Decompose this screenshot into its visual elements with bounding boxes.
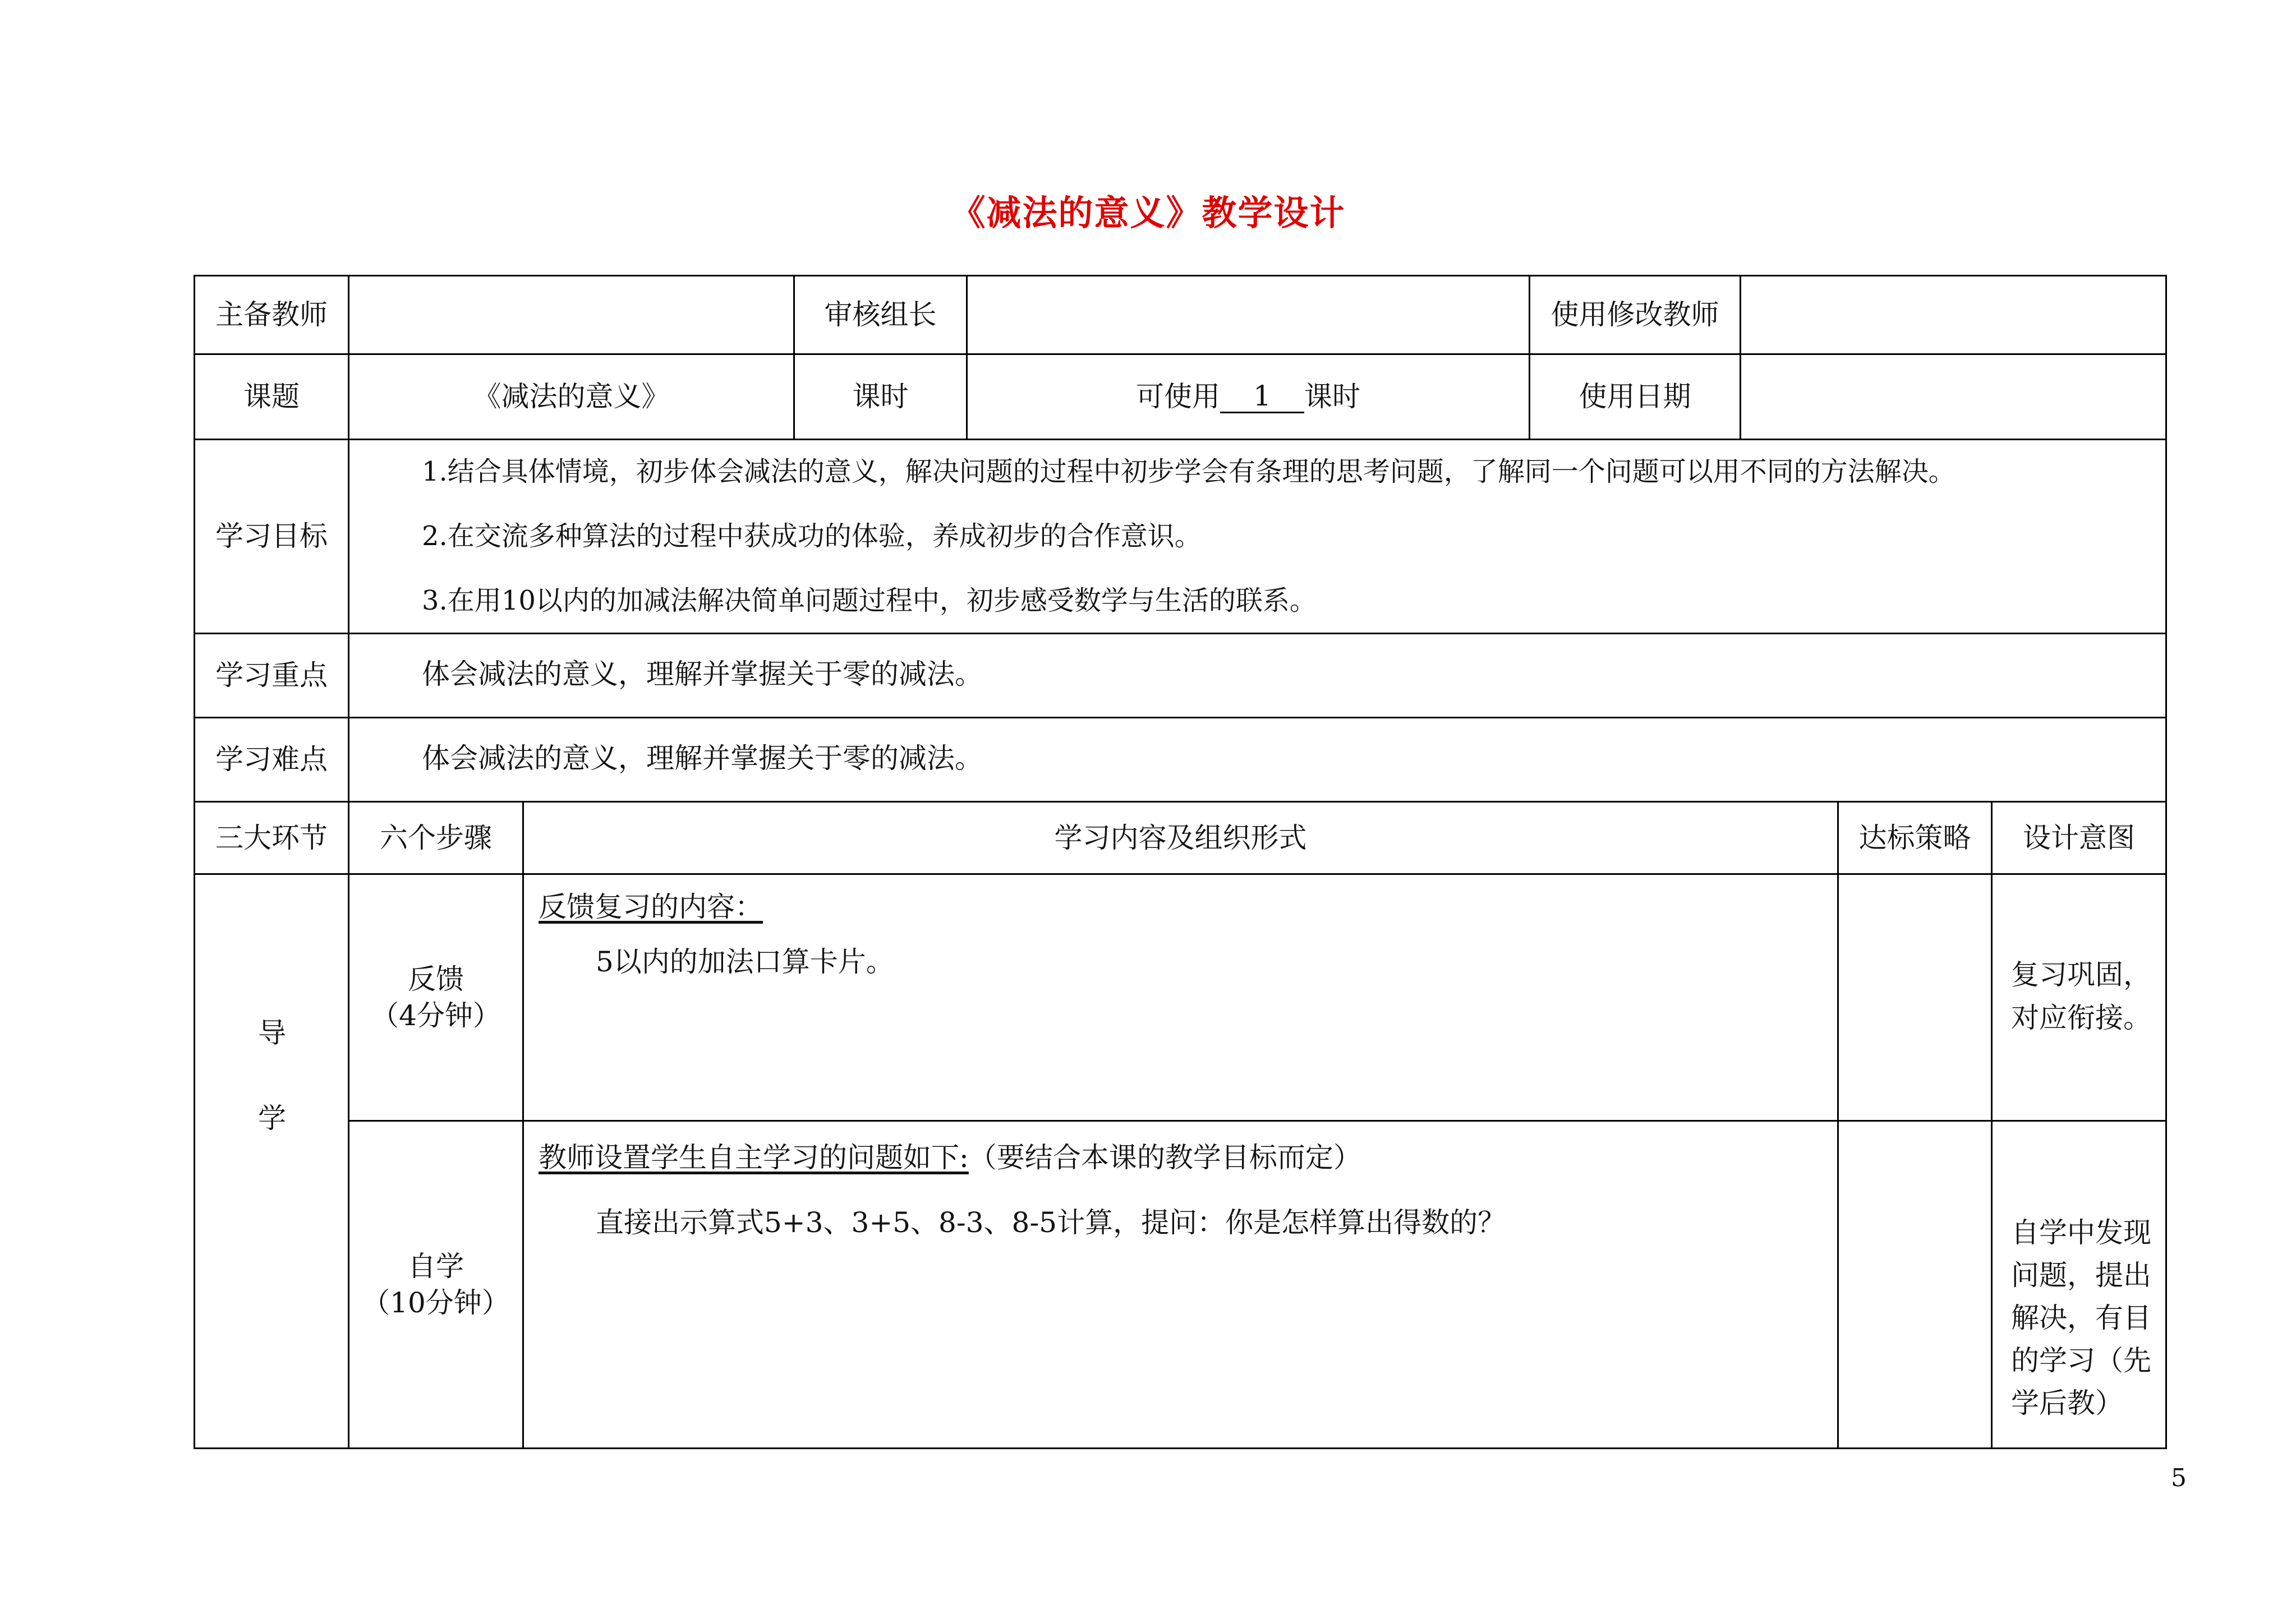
row-divider [348,1120,2167,1122]
process-header-intent: 设计意图 [2023,821,2135,854]
row-divider [194,717,2167,718]
step-name: 自学 [408,1249,464,1283]
main-teacher-label: 主备教师 [215,298,328,331]
period-prefix: 可使用 [1136,380,1220,413]
step-heading-text: 教师设置学生自主学习的问题如下: [539,1141,969,1174]
page-number: 5 [2171,1464,2187,1492]
difficulty-label: 学习难点 [215,743,328,776]
process-header-strategy: 达标策略 [1858,821,1971,854]
difficulty-value: 体会减法的意义，理解并掌握关于零的减法。 [422,742,983,774]
step-intent [2011,953,2162,1040]
goal-item-1: 1.结合具体情境，初步体会减法的意义，解决问题的过程中初步学会有条理的思考问题，了解同一个问题可以用不同的方法解决。 [422,456,1955,487]
step-name: 反馈 [408,962,464,995]
step-2-name-cell [349,1122,522,1447]
topic-value: 《减法的意义》 [473,380,670,413]
intent-line: 自学中发现 [2011,1216,2151,1249]
step-content: 直接出示算式5+3、3+5、8-3、8-5计算，提问：你是怎样算出得数的？ [596,1206,1506,1239]
intent-line: 对应衔接。 [2011,1002,2151,1034]
key-point-label: 学习重点 [215,659,328,691]
table-border-right [2165,275,2167,1449]
date-label: 使用日期 [1579,380,1691,413]
stage-char-1: 导 [258,1017,286,1049]
column-divider [1837,801,1839,1449]
row-divider [194,439,2167,440]
goal-item-3: 3.在用10以内的加减法解决简单问题过程中，初步感受数学与生活的联系。 [422,585,1317,616]
step-heading [539,1140,1829,1176]
goal-item-2: 2.在交流多种算法的过程中获成功的体验，养成初步的合作意识。 [422,520,1202,552]
step-intent [2011,1211,2162,1424]
intent-line: 解决，有目 [2011,1302,2151,1334]
period-value: 1 [1220,381,1304,413]
period-value-cell [968,355,1529,439]
step-content: 5以内的加法口算卡片。 [596,946,894,978]
modify-teacher-label: 使用修改教师 [1550,298,1719,331]
step-time: （4分钟） [371,999,501,1032]
row-divider [194,633,2167,634]
step-time: （10分钟） [362,1286,510,1319]
document-title: 《减法的意义》教学设计 [950,192,1346,233]
period-label: 课时 [852,380,909,413]
column-divider [1991,801,1993,1449]
step-heading-text: 反馈复习的内容： [539,891,763,923]
key-point-value: 体会减法的意义，理解并掌握关于零的减法。 [422,658,983,690]
step-1-name-cell [349,875,522,1120]
intent-line: 问题，提出 [2011,1259,2151,1292]
main-teacher-value [349,276,793,353]
table-border-bottom [194,1447,2167,1449]
step-heading-note: （要结合本课的教学目标而定） [968,1141,1361,1174]
intent-line: 的学习（先 [2011,1344,2151,1377]
stage-char-2: 学 [258,1102,286,1135]
step-heading [539,889,1829,925]
process-header-content: 学习内容及组织形式 [1054,821,1307,854]
modify-teacher-value [1741,276,2165,353]
review-leader-label: 审核组长 [824,298,937,331]
period-suffix: 课时 [1304,380,1360,413]
column-divider [522,801,524,1449]
date-value [1741,355,2165,439]
process-header-stage: 三大环节 [215,821,328,854]
topic-label: 课题 [243,380,300,413]
process-header-steps: 六个步骤 [380,821,492,854]
goals-label: 学习目标 [215,520,328,552]
review-leader-value [968,276,1529,353]
intent-line: 复习巩固， [2011,958,2151,991]
intent-line: 学后教） [2011,1387,2123,1419]
